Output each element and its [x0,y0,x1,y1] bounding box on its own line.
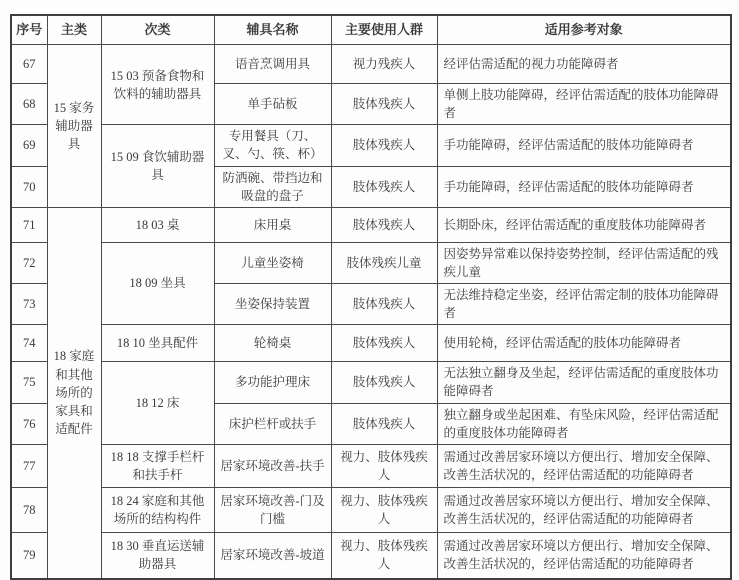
target-cell: 单侧上肢功能障碍，经评估需适配的肢体功能障碍者 [437,84,731,125]
col-header-device-name: 辅具名称 [214,15,331,45]
table-row [11,207,731,242]
row-number-cell: 78 [11,487,47,532]
sub-category-cell: 18 18 支撑手栏杆和扶手杆 [101,444,214,487]
device-name-cell: 床护栏杆或扶手 [214,403,331,444]
col-header-main-category: 主类 [47,15,101,45]
device-name-cell: 居家环境改善-扶手 [214,444,331,487]
device-name-cell: 坐姿保持装置 [214,284,331,325]
sub-category-cell: 18 30 垂直运送辅助器具 [101,532,214,579]
assistive-devices-table-container [10,14,731,580]
device-name-cell: 居家环境改善-坡道 [214,532,331,579]
target-cell: 使用轮椅，经评估需适配的肢体功能障碍者 [437,325,731,362]
row-number-cell: 76 [11,403,47,444]
user-group-cell: 肢体残疾人 [331,325,437,362]
device-name-cell: 语音烹调用具 [214,45,331,84]
user-group-cell: 肢体残疾人 [331,284,437,325]
table-row [11,444,731,487]
target-cell: 无法独立翻身及坐起，经评估需适配的重度肢体功能障碍者 [437,362,731,403]
target-cell: 需通过改善居家环境以方便出行、增加安全保障、改善生活状况的，经评估需适配的功能障碍者 [437,487,731,532]
main-category-cell: 18 家庭和其他场所的家具和适配件 [47,207,101,579]
user-group-cell: 肢体残疾人 [331,403,437,444]
header-row [11,15,731,45]
row-number-cell: 75 [11,362,47,403]
col-header-seq: 序号 [11,15,47,45]
row-number-cell: 71 [11,207,47,242]
user-group-cell: 视力、肢体残疾人 [331,444,437,487]
user-group-cell: 视力、肢体残疾人 [331,532,437,579]
device-name-cell: 儿童坐姿椅 [214,242,331,283]
sub-category-cell: 18 12 床 [101,362,214,445]
device-name-cell: 多功能护理床 [214,362,331,403]
row-number-cell: 79 [11,532,47,579]
user-group-cell: 肢体残疾人 [331,207,437,242]
user-group-cell: 肢体残疾人 [331,166,437,207]
device-name-cell: 专用餐具（刀、叉、勺、筷、杯） [214,125,331,166]
col-header-sub-category: 次类 [101,15,214,45]
target-cell: 手功能障碍，经评估需适配的肢体功能障碍者 [437,125,731,166]
row-number-cell: 69 [11,125,47,166]
row-number-cell: 67 [11,45,47,84]
table-row [11,325,731,362]
user-group-cell: 视力残疾人 [331,45,437,84]
sub-category-cell: 15 03 预备食物和饮料的辅助器具 [101,45,214,125]
target-cell: 因姿势异常难以保持姿势控制，经评估需适配的残疾儿童 [437,242,731,283]
assistive-devices-table [10,14,732,580]
col-header-target: 适用参考对象 [437,15,731,45]
main-category-cell: 15 家务辅助器具 [47,45,101,208]
row-number-cell: 70 [11,166,47,207]
target-cell: 需通过改善居家环境以方便出行、增加安全保障、改善生活状况的，经评估需适配的功能障碍者 [437,444,731,487]
target-cell: 长期卧床，经评估需适配的重度肢体功能障碍者 [437,207,731,242]
user-group-cell: 视力、肢体残疾人 [331,487,437,532]
table-row [11,362,731,403]
sub-category-cell: 18 24 家庭和其他场所的结构构件 [101,487,214,532]
table-row [11,532,731,579]
table-row [11,487,731,532]
col-header-user-group: 主要使用人群 [331,15,437,45]
target-cell: 独立翻身或坐起困难、有坠床风险，经评估需适配的重度肢体功能障碍者 [437,403,731,444]
user-group-cell: 肢体残疾人 [331,125,437,166]
table-row [11,125,731,166]
row-number-cell: 68 [11,84,47,125]
user-group-cell: 肢体残疾儿童 [331,242,437,283]
row-number-cell: 74 [11,325,47,362]
sub-category-cell: 18 03 桌 [101,207,214,242]
target-cell: 经评估需适配的视力功能障碍者 [437,45,731,84]
sub-category-cell: 18 10 坐具配件 [101,325,214,362]
device-name-cell: 居家环境改善-门及门槛 [214,487,331,532]
row-number-cell: 77 [11,444,47,487]
target-cell: 需通过改善居家环境以方便出行、增加安全保障、改善生活状况的，经评估需适配的功能障碍者 [437,532,731,579]
device-name-cell: 床用桌 [214,207,331,242]
row-number-cell: 72 [11,242,47,283]
target-cell: 手功能障碍，经评估需适配的肢体功能障碍者 [437,166,731,207]
user-group-cell: 肢体残疾人 [331,84,437,125]
sub-category-cell: 18 09 坐具 [101,242,214,325]
device-name-cell: 防洒碗、带挡边和吸盘的盘子 [214,166,331,207]
row-number-cell: 73 [11,284,47,325]
device-name-cell: 单手砧板 [214,84,331,125]
target-cell: 无法维持稳定坐姿，经评估需定制的肢体功能障碍者 [437,284,731,325]
table-row [11,45,731,84]
table-row [11,242,731,283]
device-name-cell: 轮椅桌 [214,325,331,362]
user-group-cell: 肢体残疾人 [331,362,437,403]
sub-category-cell: 15 09 食饮辅助器具 [101,125,214,208]
